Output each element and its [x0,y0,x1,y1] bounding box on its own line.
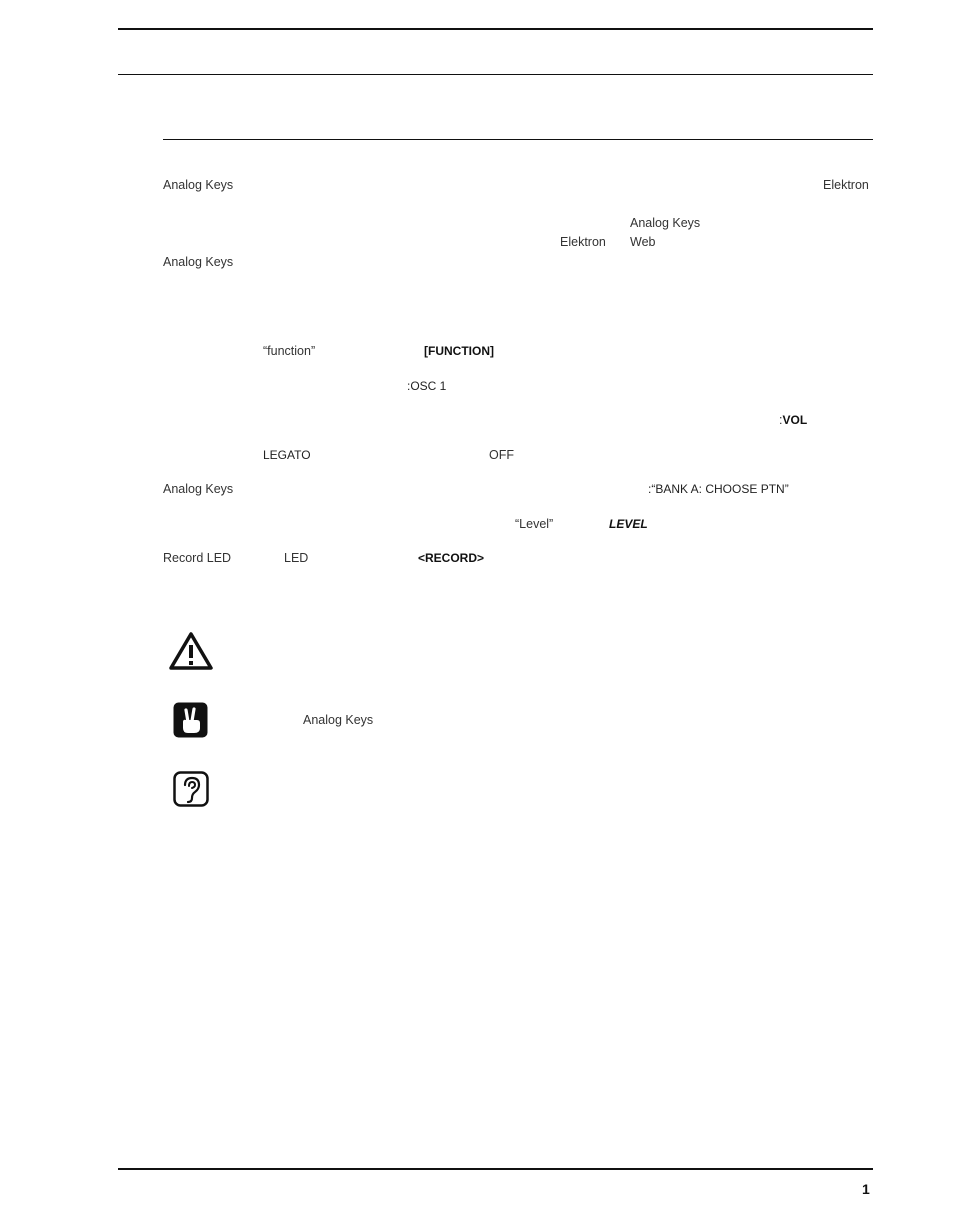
ear-icon [173,771,210,808]
convention-record-key: <RECORD> [418,551,485,565]
warning-icon [168,630,214,672]
tip-analog-keys: Analog Keys [303,713,374,727]
page-number: 1 [862,1181,870,1197]
intro-elektron-1: Elektron [823,178,869,192]
convention-vol-label: VOL [782,413,808,427]
intro-elektron-2: Elektron [560,235,606,249]
convention-analog-keys: Analog Keys [163,482,234,496]
convention-off: OFF [489,448,514,462]
convention-legato: LEGATO [263,448,311,462]
convention-vol-prefix: : [779,413,783,427]
convention-bank-message: :“BANK A: CHOOSE PTN” [648,482,789,496]
header-rule-top [118,28,873,30]
convention-level-quote: “Level” [515,517,554,531]
intro-analog-keys-3: Analog Keys [163,255,234,269]
intro-analog-keys-1: Analog Keys [163,178,234,192]
convention-function-quote: “function” [263,344,316,358]
header-rule-bottom [118,74,873,75]
convention-record-led: Record LED [163,551,232,565]
intro-web: Web [630,235,656,249]
convention-osc: :OSC 1 [407,379,447,393]
convention-vol [779,412,807,428]
intro-analog-keys-2: Analog Keys [630,216,701,230]
footer-rule [118,1168,873,1170]
convention-function-key: [FUNCTION] [424,344,494,358]
section-rule [163,139,873,140]
convention-level-key: LEVEL [609,517,648,531]
convention-led: LED [284,551,309,565]
hand-peace-icon [173,702,209,739]
